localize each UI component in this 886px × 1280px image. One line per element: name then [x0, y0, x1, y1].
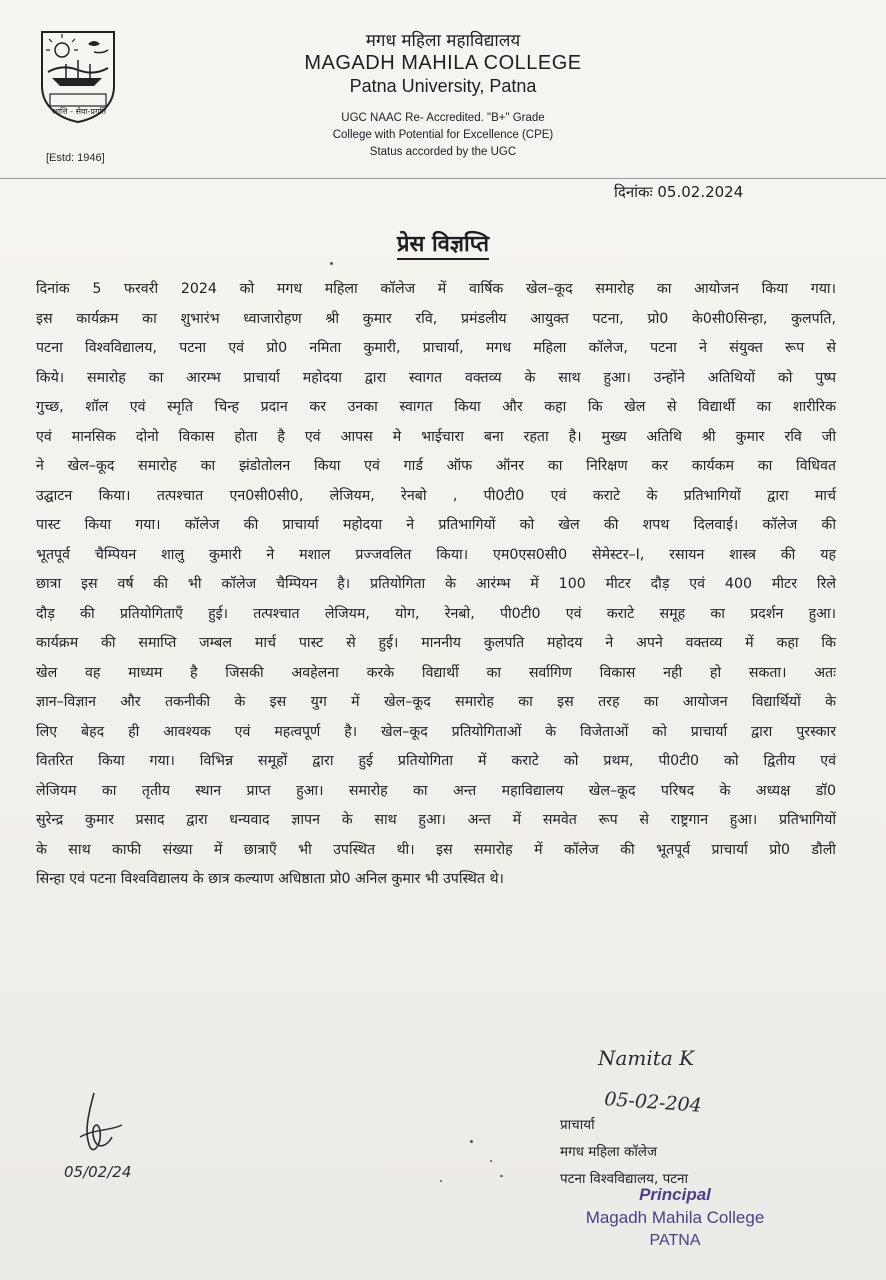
paper-speck	[330, 262, 333, 265]
signatory-university: पटना विश्वविद्यालय, पटना	[560, 1171, 689, 1187]
accreditation-block	[0, 110, 886, 161]
established-year: [Estd: 1946]	[46, 152, 105, 164]
header-divider	[0, 178, 886, 179]
body-line: सिन्हा एवं पटना विश्वविद्यालय के छात्र कल्याण अधिष्ठाता प्रो0 अनिल कुमार भी उपस्थित थे।	[36, 871, 504, 887]
document-date: दिनांकः 05.02.2024	[614, 183, 744, 201]
body-line: वितरित किया गया। विभिन्न समूहों द्वारा हुई प्रतियोगिता में कराटे को प्रथम, पी0टी0 को द्वितीय एवं	[36, 753, 836, 769]
body-line: एवं मानसिक दोनो विकास होता है एवं आपस मे भाईचारा बना रहता है। मुख्य अतिथि श्री कुमार रवि जी	[36, 428, 836, 445]
body-line: किये। समारोह का आरम्भ प्राचार्या महोदया द्वारा स्वागत वक्तव्य के साथ हुआ। उन्होंने अतिथियों को पुष्प	[36, 369, 836, 386]
college-name-hindi: मगध महिला महाविद्यालय	[365, 31, 521, 51]
left-signature-date: 05/02/24	[64, 1163, 132, 1181]
stamp-line-city: PATNA	[649, 1232, 701, 1249]
paper-speck	[490, 1160, 492, 1162]
body-line: दिनांक 5 फरवरी 2024 को मगध महिला कॉलेज में वार्षिक खेल–कूद समारोह का आयोजन किया गया।	[36, 281, 836, 297]
body-line: दौड़ की प्रतियोगिताएँ हुई। तत्पश्चात लेजियम, योग, रेनबो, पी0टी0 एवं कराटे समूह का प्रदर्शन हुआ।	[36, 605, 836, 622]
body-line: पटना विश्वविद्यालय, पटना एवं प्रो0 नमिता कुमारी, प्राचार्या, मगध महिला कॉलेज, पटना ने संयुक्त रूप से	[36, 340, 836, 356]
body-line: गुच्छ, शॉल एवं स्मृति चिन्ह प्रदान कर उनका स्वागत किया और कहा कि खेल से विद्यार्थी का शारीरिक	[36, 399, 836, 415]
accreditation-line: College with Potential for Excellence (CPE)	[332, 129, 554, 141]
body-line: भूतपूर्व चैम्पियन शालु कुमारी ने मशाल प्रज्जवलित किया। एम0एस0सी0 सेमेस्टर–I, रसायन शास्त्र की यह	[36, 546, 836, 563]
body-line: लेजियम का तृतीय स्थान प्राप्त हुआ। समारोह का अन्त महाविद्यालय खेल–कूद परिषद के अध्यक्ष डॉ0	[36, 782, 836, 799]
body-line: सुरेन्द्र कुमार प्रसाद द्वारा धन्यवाद ज्ञापन के साथ हुआ। अन्त में समवेत रूप से राष्ट्रगान हुआ। प्रतिभागियों	[36, 812, 836, 828]
document-title	[0, 228, 886, 258]
handwritten-signature-left	[60, 1085, 170, 1185]
accreditation-line: Status accorded by the UGC	[369, 146, 517, 158]
paper-speck	[500, 1175, 503, 1177]
college-name-english: MAGADH MAHILA COLLEGE	[304, 52, 582, 74]
body-line: लिए बेहद ही आवश्यक एवं महत्वपूर्ण है। खेल–कूद प्रतियोगिताओं के विजेताओं को प्राचार्या द्वारा पुरस्कार	[36, 723, 836, 740]
body-line: के साथ काफी संख्या में छात्राएँ भी उपस्थित थी। इस समारोह में कॉलेज की भूतपूर्व प्राचार्या प्रो0 डौली	[36, 841, 836, 858]
title-text: प्रेस विज्ञप्ति	[397, 232, 489, 260]
body-line: कार्यक्रम की समाप्ति जम्बल मार्च पास्ट से हुई। माननीय कुलपति महोदय ने अपने वक्तव्य में कहा कि	[36, 635, 836, 651]
signatory-block	[560, 1112, 688, 1193]
body-line: छात्रा इस वर्ष की भी कॉलेज चैम्पियन है। प्रतियोगिता के आरंम्भ में 100 मीटर दौड़ एवं 400 मीटर रिले	[36, 576, 836, 592]
body-line: उद्घाटन किया। तत्पश्चात एन0सी0सी0, लेजियम, रेनबो , पी0टी0 एवं कराटे के प्रतिभागियों द्वारा मार्च	[36, 487, 836, 504]
body-line: खेल वह माध्यम है जिसकी अवहेलना करके विद्यार्थी का सर्वागिण विकास नही हो सकता। अतः	[36, 664, 836, 681]
body-line: ने खेल–कूद समारोह का झंडोतोलन किया एवं गार्ड ऑफ ऑनर का निरिक्षण कर कार्यकम का विधिवत	[36, 458, 836, 474]
press-release-body	[36, 275, 836, 895]
logo-motto: आत्ति - सेवा-प्रगति	[51, 107, 107, 116]
right-signature-date: 05-02-204	[603, 1088, 703, 1117]
stamp-line-principal: Principal	[639, 1185, 711, 1204]
signatory-college: मगध महिला कॉलेज	[560, 1144, 657, 1160]
stamp-line-college: Magadh Mahila College	[585, 1208, 765, 1227]
accreditation-line: UGC NAAC Re- Accredited. "B+" Grade	[341, 112, 545, 124]
body-line: इस कार्यक्रम का शुभारंभ ध्वाजारोहण श्री कुमार रवि, प्रमंडलीय आयुक्त पटना, प्रो0 के0सी0सिन्हा, कुलपति,	[36, 310, 836, 327]
principal-stamp	[560, 1184, 790, 1252]
body-line: ज्ञान–विज्ञान और तकनीकी के इस युग में खेल–कूद समारोह का इस तरह का आयोजन विद्यार्थियों के	[36, 694, 836, 710]
right-signature-name: Namita K	[598, 1046, 695, 1070]
paper-speck	[440, 1180, 442, 1182]
body-line: पास्ट किया गया। कॉलेज की प्राचार्या महोदया ने प्रतिभागियों को खेल की शपथ दिलवाई। कॉलेज की	[36, 517, 836, 533]
signatory-designation: प्राचार्या	[560, 1117, 595, 1133]
paper-speck	[470, 1140, 473, 1143]
university-name: Patna University, Patna	[349, 76, 537, 96]
